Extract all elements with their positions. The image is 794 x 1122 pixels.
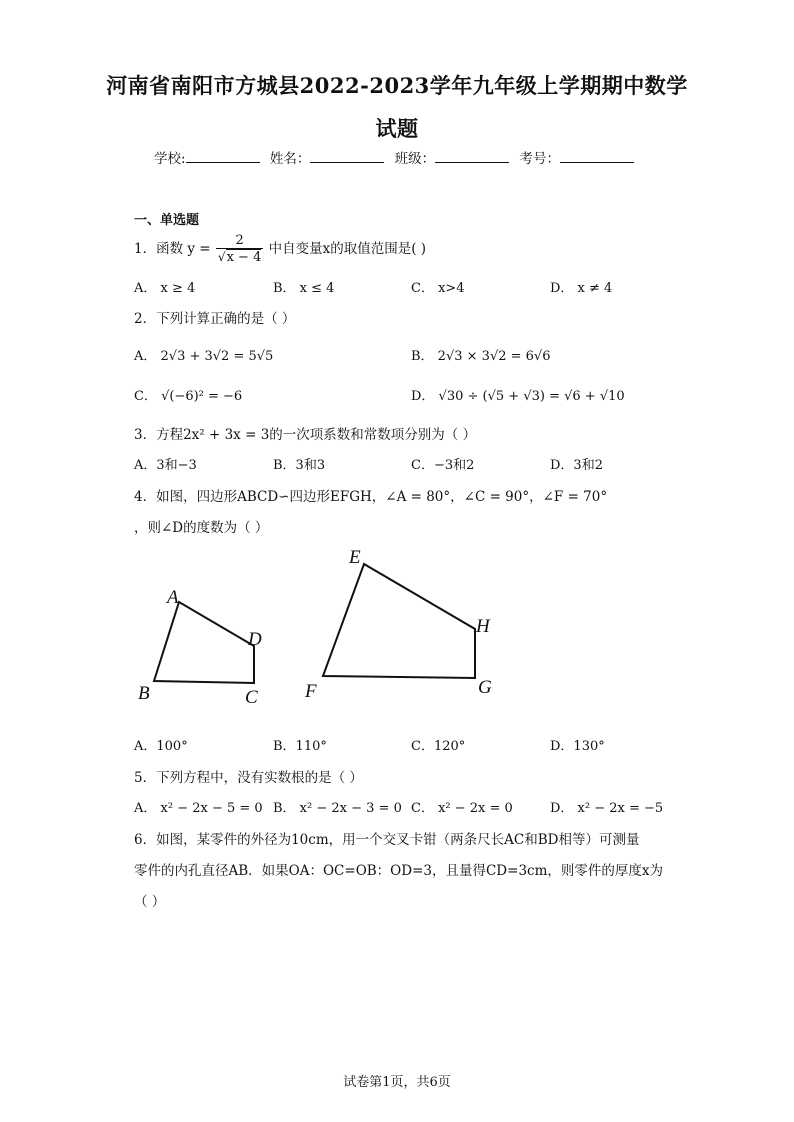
q4-option-a[interactable]: A．100° [134,739,188,754]
question-6-line3: （ ） [134,894,166,910]
q3-option-b[interactable]: B．3和3 [273,458,326,473]
q5-option-d[interactable]: D． x² − 2x = −5 [550,801,664,816]
school-label: 学校: [154,151,186,167]
q2-option-a[interactable]: A． 2√3 + 3√2 = 5√5 [134,349,274,364]
label-b: B [138,683,150,704]
quadrilateral-abcd [154,602,254,683]
q1-option-c[interactable]: C． x>4 [411,281,465,296]
class-label: 班级： [394,151,436,167]
q2-option-c[interactable]: C． √(−6)² = −6 [134,389,243,404]
quadrilateral-efgh [323,564,475,678]
q3-option-d[interactable]: D．3和2 [550,458,603,473]
q1-option-d[interactable]: D． x ≠ 4 [550,281,613,296]
question-6-line2: 零件的内孔直径AB．如果OA：OC=OB：OD=3，且量得CD=3cm，则零件的厚度x为 [134,863,664,879]
q4-option-d[interactable]: D．130° [550,739,605,754]
q5-option-b[interactable]: B． x² − 2x − 3 = 0 [273,801,402,816]
q3-option-c[interactable]: C．−3和2 [411,458,475,473]
label-f: F [305,681,317,702]
question-2: 2．下列计算正确的是（ ） [134,311,296,327]
q5-option-c[interactable]: C． x² − 2x = 0 [411,801,513,816]
question-4: 4．如图，四边形ABCD∽四边形EFGH，∠A = 80°，∠C = 90°，∠F = 70° [134,489,608,505]
question-6: 6．如图，某零件的外径为10cm，用一个交叉卡钳（两条尺长AC和BD相等）可测量 [134,832,640,848]
q1-option-a[interactable]: A． x ≥ 4 [134,281,196,296]
q1-y-eq: y = [187,241,211,257]
q4-option-c[interactable]: C．120° [411,739,466,754]
page-title: 河南省南阳市方城县2022-2023学年九年级上学期期中数学 [106,73,688,98]
q3-option-a[interactable]: A．3和−3 [134,458,197,473]
q1-suffix: 中自变量x的取值范围是( ) [268,241,427,257]
label-a: A [167,587,179,608]
label-c: C [245,687,258,708]
q1-denominator: √x − 4 [217,249,262,265]
question-5: 5．下列方程中，没有实数根的是（ ） [134,770,363,786]
label-d: D [248,629,262,650]
question-3: 3．方程2x² + 3x = 3的一次项系数和常数项分别为（ ） [134,427,477,443]
q2-option-b[interactable]: B． 2√3 × 3√2 = 6√6 [411,349,551,364]
section-title: 一、单选题 [134,213,200,228]
q4-option-b[interactable]: B．110° [273,739,327,754]
q1-numerator: 2 [235,232,244,248]
label-e: E [349,547,361,568]
q5-option-a[interactable]: A． x² − 2x − 5 = 0 [134,801,263,816]
q2-option-d[interactable]: D． √30 ÷ (√5 + √3) = √6 + √10 [411,389,625,404]
id-label: 考号： [519,151,560,167]
label-h: H [476,616,490,637]
q1-prefix: 1．函数 [134,241,184,257]
q1-option-b[interactable]: B． x ≤ 4 [273,281,335,296]
page-title-line2: 试题 [375,116,419,141]
name-label: 姓名： [269,151,311,167]
question-4-line2: ，则∠D的度数为（ ） [134,520,269,536]
page-footer: 试卷第1页，共6页 [343,1075,451,1090]
label-g: G [478,677,492,698]
